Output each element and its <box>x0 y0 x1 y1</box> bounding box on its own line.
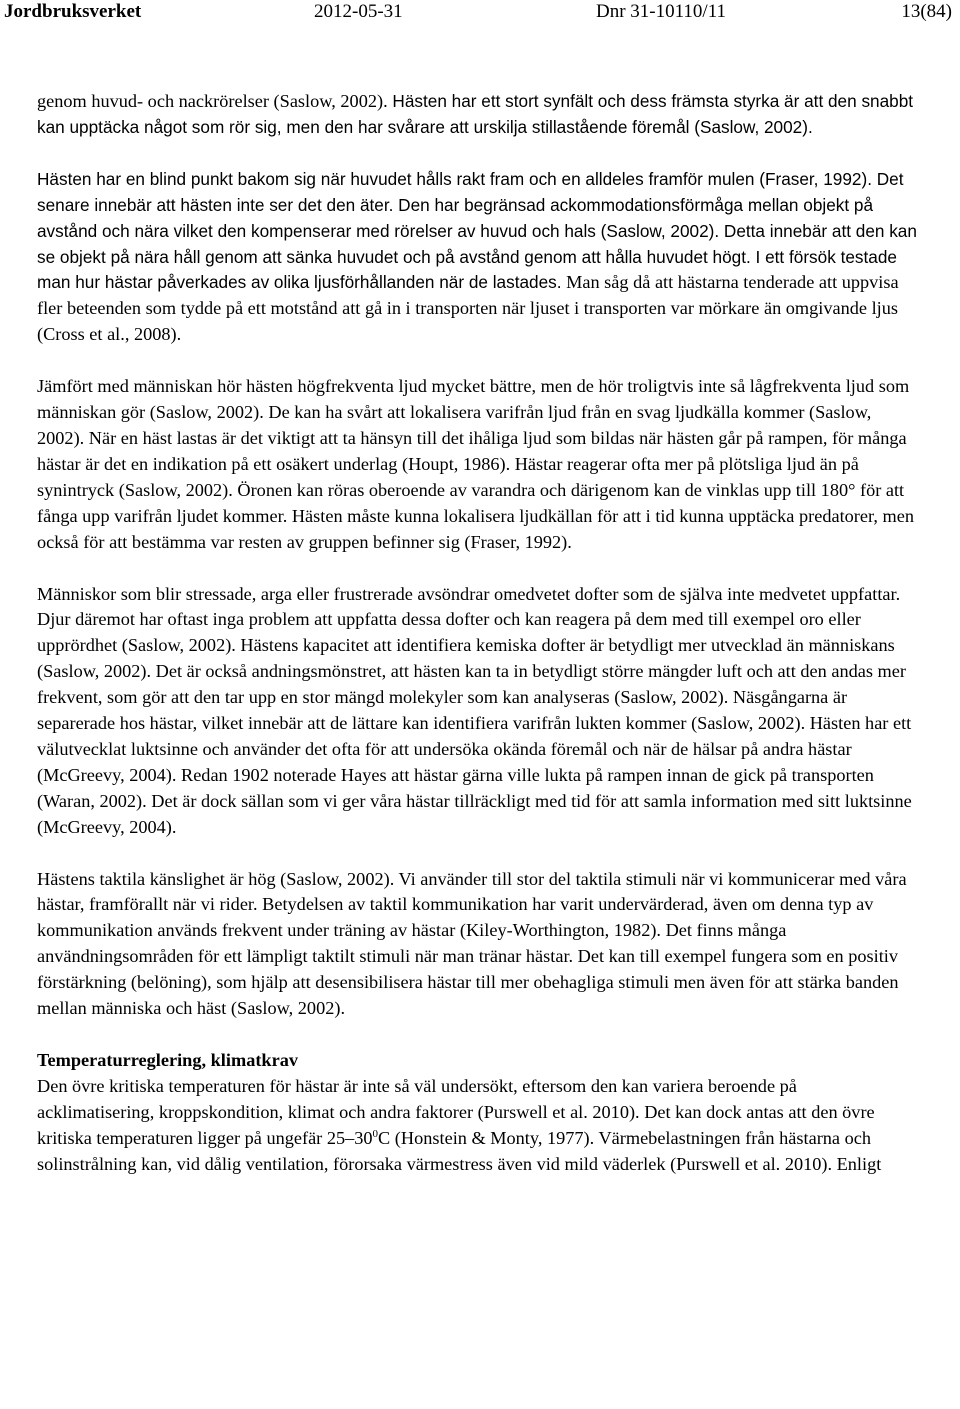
document-body <box>37 89 917 1178</box>
paragraph-text: Den har begränsad ackommodationsförmåga mellan objekt på avstånd och nära vilket den kompenserar med rörelser av huvud och hals (Saslow, 2002). Detta innebär att den kan se objekt på nära håll genom att sänka huvudet och på avstånd genom att hålla huvudet högt. I ett försök testade man hur hästar påverkades av olika ljusförhållanden när de lastades. <box>37 194 917 293</box>
paragraph-touch: Hästens taktila känslighet är hög (Saslow, 2002). Vi använder till stor del taktila stimuli när vi kommunicerar med våra hästar, framförallt när vi rider. Betydelsen av taktil kommunikation har varit undervärderad, även om denna typ av kommunikation används frekvent under träning av hästar (Kiley-Worthington, 1982). Det finns många användningsområden för ett lämpligt taktilt stimuli när man tränar hästar. Det kan till exempel fungera som en positiv förstärkning (belöning), som hjälp att desensibilisera hästar till mer obehagliga stimuli men även för att stärka banden mellan människa och häst (Saslow, 2002). <box>37 868 907 1019</box>
document-number: Dnr 31-10110/11 <box>596 1 726 22</box>
paragraph-text: genom huvud- och nackrörelser (Saslow, 2002). <box>37 91 388 111</box>
page-number: 13(84) <box>901 1 952 22</box>
paragraph-smell: Människor som blir stressade, arga eller frustrerade avsöndrar omedvetet dofter som de själva inte medvetet uppfattar. Djur däremot har oftast inga problem att uppfatta dessa dofter och kan reagera på dem med till exempel oro eller upprördhet (Saslow, 2002). Hästens kapacitet att identifiera kemiska dofter är betydligt mer utvecklad än människans (Saslow, 2002). Det är också andningsmönstret, att hästen kan ta in betydligt större mängder luft och att den andas mer frekvent, som gör att den tar upp en stor mängd molekyler som kan analyseras (Saslow, 2002). Näsgångarna är separerade hos hästar, vilket innebär att de lättare kan identifiera varifrån lukten kommer (Saslow, 2002). Hästen har ett välutvecklat luktsinne och använder det ofta för att undersöka okända föremål och när de hälsar på andra hästar (McGreevy, 2004). Redan 1902 noterade Hayes att hästar gärna ville lukta på rampen innan de gick på transporten (Waran, 2002). Det är dock sällan som vi ger våra hästar tillräckligt med tid för att samla information med sitt luktsinne (McGreevy, 2004). <box>37 583 912 837</box>
paragraph-text: Den övre kritiska temperaturen för hästar är inte så väl undersökt, eftersom den kan variera beroende på acklimatisering, kroppskondition, klimat och andra faktorer (Purswell et al. 2010). Det kan dock antas att den övre kritiska temperaturen ligger på ungefär 25–30 <box>37 1075 875 1148</box>
paragraph-text: Hästen har en blind punkt bakom sig när huvudet hålls rakt fram och en alldeles framför mulen (Fraser, 1992). Det senare innebär att hästen inte ser det den äter. <box>37 168 904 215</box>
paragraph-vision-1 <box>37 89 917 141</box>
paragraph-vision-2 <box>37 167 917 348</box>
superscript: 0 <box>372 1127 379 1140</box>
page-header <box>0 0 960 24</box>
document-date: 2012-05-31 <box>314 1 403 22</box>
organization-name: Jordbruksverket <box>4 1 142 22</box>
paragraph-hearing: Jämfört med människan hör hästen högfrekventa ljud mycket bättre, men de hör troligtvis inte så lågfrekventa ljud som människan gör (Saslow, 2002). De kan ha svårt att lokalisera varifrån ljud från en svag ljudkälla kommer (Saslow, 2002). När en häst lastas är det viktigt att ta hänsyn till det ihåliga ljud som bildas när hästen går på rampen, för många hästar är det en indikation på ett osäkert underlag (Houpt, 1986). Hästar reagerar ofta mer på plötsliga ljud än på synintryck (Saslow, 2002). Öronen kan röras oberoende av varandra och därigenom kan de vinklas upp till 180° för att fånga upp varifrån ljudet kommer. Hästen måste kunna lokalisera ljudkällan för att i tid kunna upptäcka predatorer, men också för att bestämma var resten av gruppen befinner sig (Fraser, 1992). <box>37 376 914 552</box>
paragraph-text: C (Honstein & Monty, 1977). Värmebelastningen från hästarna och solinstrålning kan, vid dålig ventilation, förorsaka värmestress även vid mild väderlek (Purswell et al. 2010). Enligt <box>37 1127 882 1174</box>
paragraph-text: Hästen har ett stort synfält och dess främsta styrka är att den snabbt kan upptäcka något som rör sig, men den har svårare att urskilja stillastående föremål (Saslow, 2002). <box>37 91 914 137</box>
paragraph-temperature <box>37 1074 917 1178</box>
section-heading: Temperaturreglering, klimatkrav <box>37 1050 298 1070</box>
paragraph-text: Man såg då att hästarna tenderade att uppvisa fler beteenden som tydde på ett motstånd att gå in i transporten när ljuset i transporten var mörkare än omgivande ljus (Cross et al., 2008). <box>37 272 899 345</box>
